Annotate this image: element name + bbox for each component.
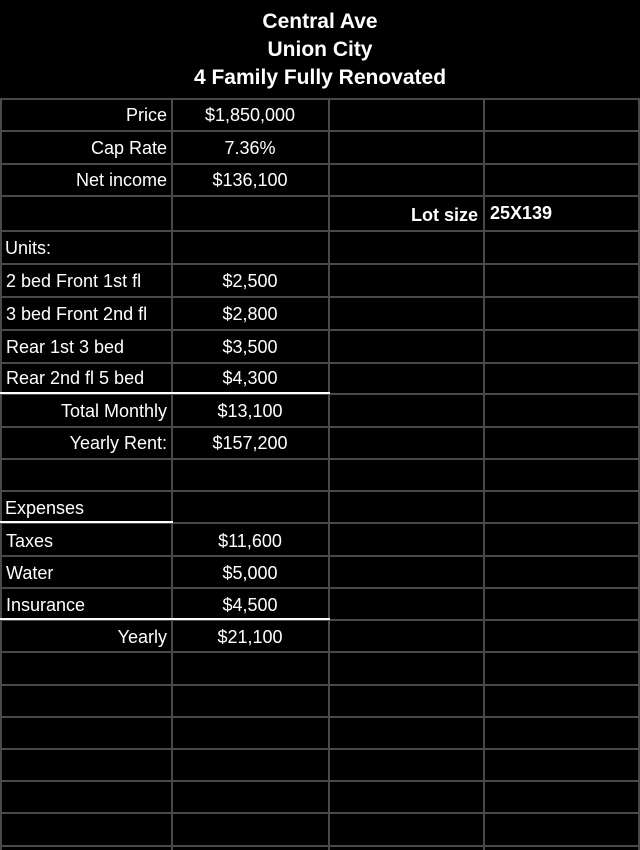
grid-line (0, 296, 640, 298)
unit-rent[interactable]: $3,500 (222, 337, 278, 357)
grid-line (0, 426, 640, 428)
expense-value[interactable]: $4,500 (222, 595, 278, 615)
grid-line (0, 587, 640, 589)
grid-line (0, 651, 640, 653)
grid-line (0, 130, 640, 132)
unit-label: Rear 2nd fl 5 bed (6, 368, 145, 388)
grid-line (0, 98, 2, 850)
unit-label: Rear 1st 3 bed (6, 337, 125, 357)
grid-line (0, 748, 640, 750)
grid-line (171, 98, 173, 850)
expense-value[interactable]: $11,600 (218, 531, 282, 551)
grid-line (0, 716, 640, 718)
expense-label: Taxes (6, 531, 54, 551)
price-value[interactable]: $1,850,000 (204, 105, 296, 125)
grid-line (0, 163, 640, 165)
grid-line (0, 555, 640, 557)
unit-rent[interactable]: $4,300 (222, 368, 278, 388)
grid-line (0, 684, 640, 686)
sheet-title (0, 8, 640, 92)
grid-line (0, 780, 640, 782)
net-income-label: Net income (75, 170, 167, 190)
lot-size-label: Lot size (410, 205, 478, 225)
expenses-header-underline (0, 521, 173, 523)
units-header: Units: (5, 238, 52, 258)
yearly-rent-value[interactable]: $157,200 (212, 433, 288, 453)
grid-line (0, 230, 640, 232)
grid-line (0, 98, 640, 100)
grid-line (0, 490, 640, 492)
expense-value[interactable]: $5,000 (222, 563, 278, 583)
yearly-rent-label: Yearly Rent: (69, 433, 167, 453)
price-label: Price (125, 105, 167, 125)
total-monthly-value[interactable]: $13,100 (217, 401, 283, 421)
yearly-expenses-value[interactable]: $21,100 (217, 627, 283, 647)
unit-rent[interactable]: $2,800 (222, 304, 278, 324)
unit-rent[interactable]: $2,500 (222, 271, 278, 291)
grid-line (0, 195, 640, 197)
unit-label: 3 bed Front 2nd fl (6, 304, 148, 324)
grid-line (0, 458, 640, 460)
cap-rate-value[interactable]: 7.36% (224, 138, 276, 158)
total-monthly-label: Total Monthly (60, 401, 167, 421)
grid-line (0, 263, 640, 265)
yearly-expenses-label: Yearly (117, 627, 167, 647)
title-line-3: 4 Family Fully Renovated (193, 66, 447, 89)
title-line-2: Union City (267, 38, 373, 61)
unit-label: 2 bed Front 1st fl (6, 271, 142, 291)
grid-line (0, 845, 640, 847)
grid-line (0, 812, 640, 814)
grid-line (483, 98, 485, 850)
expenses-header: Expenses (5, 498, 85, 518)
expenses-total-underline (0, 618, 330, 620)
grid-line (0, 329, 640, 331)
grid-line (0, 362, 640, 364)
cap-rate-label: Cap Rate (90, 138, 167, 158)
units-total-underline (0, 392, 330, 394)
net-income-value[interactable]: $136,100 (212, 170, 288, 190)
title-line-1: Central Ave (262, 10, 378, 33)
lot-size-value[interactable]: 25X139 (490, 203, 553, 223)
expense-label: Water (6, 563, 54, 583)
expense-label: Insurance (6, 595, 86, 615)
